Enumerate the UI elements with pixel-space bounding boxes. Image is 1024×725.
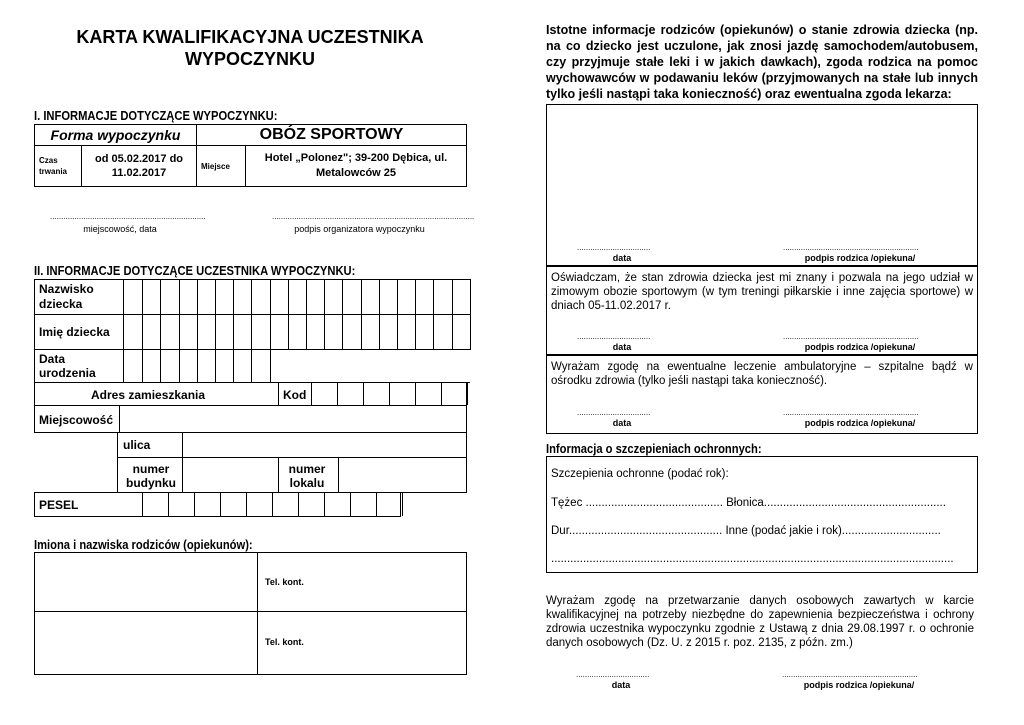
cell-divider <box>397 280 398 314</box>
cell-divider <box>361 280 362 314</box>
form-label: Forma wypoczynku <box>35 125 197 146</box>
digit-cell[interactable] <box>390 383 416 405</box>
cell-divider <box>415 280 416 314</box>
cell-divider <box>233 350 234 382</box>
declaration-sign-caption: podpis rodzica /opiekuna/ <box>804 342 916 352</box>
cell-divider <box>142 280 143 314</box>
gdpr-sign-dots: ............................................................. <box>782 670 918 679</box>
digit-cell[interactable] <box>247 493 273 516</box>
cell-divider <box>415 315 416 349</box>
cell-divider <box>379 315 380 349</box>
cell-divider <box>251 350 252 382</box>
gdpr-sign-caption: podpis rodzica /opiekuna/ <box>803 680 915 690</box>
health-sign-dots: ............................................................. <box>783 243 919 252</box>
city-row <box>34 405 467 433</box>
health-sign-caption: podpis rodzica /opiekuna/ <box>804 253 916 263</box>
pesel-row <box>34 492 401 517</box>
treatment-consent-box <box>546 355 978 434</box>
birthdate-cells[interactable] <box>124 350 471 383</box>
gdpr-date-caption: data <box>611 680 631 690</box>
digit-cell[interactable] <box>299 493 325 516</box>
cell-divider <box>379 280 380 314</box>
cell-divider <box>197 280 198 314</box>
digit-cell[interactable] <box>364 383 390 405</box>
address-label: Adres zamieszkania <box>91 388 206 402</box>
cell-divider <box>179 350 180 382</box>
cell-divider <box>233 315 234 349</box>
cell-divider <box>197 315 198 349</box>
organizer-sign-caption: podpis organizatora wypoczynku <box>294 224 425 234</box>
digit-cell[interactable] <box>117 493 143 516</box>
cell-divider <box>270 350 271 382</box>
vacc-line-2: Tężec ........................................... Błonica......................................................... <box>551 497 946 509</box>
form-title: KARTA KWALIFIKACYJNA UCZESTNIKA WYPOCZYNKU <box>76 27 424 69</box>
treatment-date-dots: ................................. <box>577 408 651 417</box>
section-1-heading: I. INFORMACJE DOTYCZĄCE WYPOCZYNKU: <box>34 108 278 123</box>
building-label: numer budynku <box>126 462 176 490</box>
digit-cell[interactable] <box>169 493 195 516</box>
treatment-sign-dots: ............................................................. <box>783 408 919 417</box>
place-label: Miejsce <box>197 146 246 187</box>
health-date-dots: ................................. <box>577 243 651 252</box>
digit-cell[interactable] <box>312 383 338 405</box>
flat-label: numer lokalu <box>288 462 326 490</box>
cell-divider <box>324 280 325 314</box>
treatment-sign-caption: podpis rodzica /opiekuna/ <box>804 418 916 428</box>
cell-divider <box>215 280 216 314</box>
declaration-text: Oświadczam, że stan zdrowia dziecka jest mi znany i pozwala na jego udział w zimowym obozie sportowym (w tym treningi piłkarskie i inne zajęcia sportowe) w dniach 05-11.02.2017 r. <box>551 272 973 312</box>
parents-heading: Imiona i nazwiska rodziców (opiekunów): <box>34 537 253 552</box>
digit-cell[interactable] <box>143 493 169 516</box>
cell-divider <box>324 315 325 349</box>
organizer-sign-dots: ........................................................................................... <box>272 212 475 221</box>
cell-divider <box>251 315 252 349</box>
vacc-line-1: Szczepienia ochronne (podać rok): <box>551 468 729 480</box>
treatment-consent-text: Wyrażam zgodę na ewentualne leczenie ambulatoryjne – szpitalne bądź w ośrodku zdrowia (tylko jeśli nastąpi taka konieczność). <box>551 361 973 387</box>
cell-divider <box>306 280 307 314</box>
treatment-date-caption: data <box>612 418 632 428</box>
health-date-caption: data <box>612 253 632 263</box>
digit-cell[interactable] <box>325 493 351 516</box>
participant-table <box>34 279 471 383</box>
vaccination-heading: Informacja o szczepieniach ochronnych: <box>546 441 762 456</box>
digit-cell[interactable] <box>377 493 403 516</box>
number-row <box>117 457 467 493</box>
surname-cells[interactable] <box>124 280 471 315</box>
declaration-sign-dots: ............................................................. <box>783 332 919 341</box>
health-intro: Istotne informacje rodziców (opiekunów) o stanie zdrowia dziecka (np. na co dziecko jest uczulone, jak znosi jazdę samochodem/autobusem, czy przyjmuje stałe leki i w jakich dawkach), zgoda rodzica na pomoc wychowawców w podawaniu leków (przyjmowanych na stałe lub innych tylko jeśli nastąpi taka konieczność) oraz ewentualna zgoda lekarza: <box>546 23 978 101</box>
cell-divider <box>270 280 271 314</box>
declaration-box <box>546 266 978 355</box>
cell-divider <box>160 280 161 314</box>
place-date-caption: miejscowość, data <box>83 224 157 234</box>
cell-divider <box>433 280 434 314</box>
cell-divider <box>215 350 216 382</box>
cell-divider <box>470 280 471 314</box>
phone-label-2: Tel. kont. <box>265 637 304 647</box>
digit-cell[interactable] <box>416 383 442 405</box>
street-label: ulica <box>123 438 151 452</box>
cell-divider <box>288 280 289 314</box>
cell-divider <box>342 280 343 314</box>
camp-info-table <box>34 124 467 187</box>
cell-divider <box>433 315 434 349</box>
section-2-heading: II. INFORMACJE DOTYCZĄCE UCZESTNIKA WYPOCZYNKU: <box>34 263 356 278</box>
pesel-label: PESEL <box>39 498 79 512</box>
digit-cell[interactable] <box>195 493 221 516</box>
cell-divider <box>160 350 161 382</box>
birthdate-label: Data urodzenia <box>35 350 124 383</box>
gdpr-date-dots: ................................. <box>576 670 650 679</box>
cell-divider <box>142 350 143 382</box>
letter-cells[interactable] <box>124 280 470 314</box>
phone-label-1: Tel. kont. <box>265 577 304 587</box>
form-value[interactable]: OBÓZ SPORTOWY <box>197 125 467 146</box>
cell-divider <box>197 350 198 382</box>
letter-cells[interactable] <box>124 315 470 349</box>
cell-divider <box>251 280 252 314</box>
digit-cell[interactable] <box>351 493 377 516</box>
place-value[interactable]: Hotel „Polonez"; 39-200 Dębica, ul. Metalowców 25 <box>246 146 467 187</box>
parents-box <box>34 552 467 675</box>
cell-divider <box>142 315 143 349</box>
cell-divider <box>179 280 180 314</box>
cell-divider <box>452 315 453 349</box>
digit-cell[interactable] <box>338 383 364 405</box>
digit-cell[interactable] <box>442 383 468 405</box>
cell-divider <box>179 315 180 349</box>
cell-divider <box>306 315 307 349</box>
postcode-label: Kod <box>283 388 307 402</box>
firstname-cells[interactable] <box>124 315 471 350</box>
duration-label: Czas trwania <box>35 146 82 187</box>
duration-value[interactable]: od 05.02.2017 do 11.02.2017 <box>82 146 197 187</box>
declaration-date-caption: data <box>612 342 632 352</box>
cell-divider <box>342 315 343 349</box>
cell-divider <box>160 315 161 349</box>
cell-divider <box>215 315 216 349</box>
cell-divider <box>470 315 471 349</box>
vacc-line-3: Dur................................................ Inne (podać jakie i rok)............................... <box>551 525 941 537</box>
street-row <box>117 432 467 458</box>
cell-divider <box>397 315 398 349</box>
firstname-label: Imię dziecka <box>35 315 124 350</box>
city-label: Miejscowość <box>39 413 114 427</box>
address-row <box>34 382 467 406</box>
digit-cell[interactable] <box>221 493 247 516</box>
cell-divider <box>233 280 234 314</box>
vaccination-box[interactable] <box>546 456 978 573</box>
declaration-date-dots: ................................. <box>577 332 651 341</box>
health-info-box[interactable] <box>546 104 978 266</box>
cell-divider <box>361 315 362 349</box>
cell-divider <box>270 315 271 349</box>
surname-label: Nazwisko dziecka <box>35 280 124 315</box>
vacc-line-4: .............................................................................................................................. <box>551 553 954 565</box>
letter-cells[interactable] <box>124 350 470 382</box>
digit-cell[interactable] <box>273 493 299 516</box>
place-date-dots: ...................................................................... <box>50 212 206 221</box>
cell-divider <box>452 280 453 314</box>
gdpr-consent-text: Wyrażam zgodę na przetwarzanie danych osobowych zawartych w karcie kwalifikacyjnej na potrzeby niezbędne do zapewnienia bezpieczeństwa i ochrony zdrowia uczestnika wypoczynku zgodnie z Ustawą z dnia 29.08.1997 r. o ochronie danych osobowych (Dz. U. z 2015 r. poz. 2135, z późn. zm.) <box>546 595 974 649</box>
cell-divider <box>288 315 289 349</box>
